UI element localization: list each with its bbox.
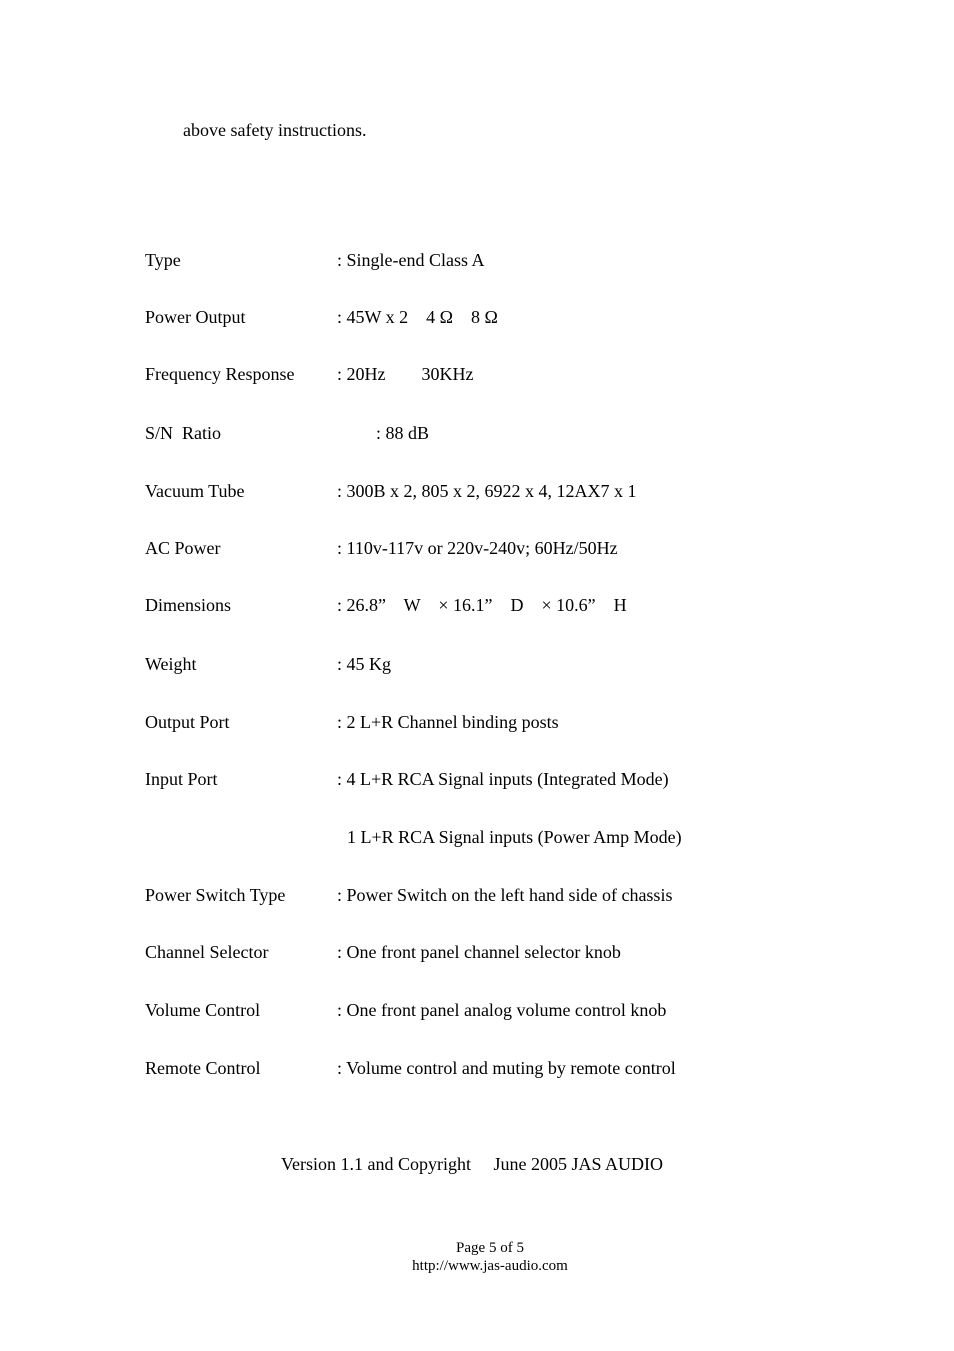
spec-value: : Volume control and muting by remote control [337,1058,676,1078]
spec-value: : 4 L+R RCA Signal inputs (Integrated Mode) [337,769,669,789]
spec-label: Remote Control [145,1058,261,1078]
spec-value: : 45W x 2 4 Ω 8 Ω [337,307,498,327]
spec-label: Input Port [145,769,218,789]
spec-value: : One front panel channel selector knob [337,942,621,962]
spec-label: Output Port [145,712,230,732]
spec-value: 1 L+R RCA Signal inputs (Power Amp Mode) [347,827,682,847]
spec-value: : Single-end Class A [337,250,485,270]
spec-label: Weight [145,654,197,674]
spec-value: : 88 dB [376,423,430,443]
spec-value: : Power Switch on the left hand side of chassis [337,885,673,905]
copyright-line: Version 1.1 and Copyright June 2005 JAS AUDIO [281,1154,663,1174]
spec-label: Frequency Response [145,364,295,384]
spec-label: Type [145,250,181,270]
spec-value: : 110v-117v or 220v-240v; 60Hz/50Hz [337,538,618,558]
spec-value: : 20Hz 30KHz [337,364,474,384]
page-number: Page 5 of 5 [456,1240,524,1256]
spec-label: Power Output [145,307,246,327]
spec-label: Volume Control [145,1000,261,1020]
spec-value: : 26.8” W × 16.1” D × 10.6” H [337,595,627,615]
spec-value: : 2 L+R Channel binding posts [337,712,559,732]
spec-label: AC Power [145,538,221,558]
spec-label: Dimensions [145,595,232,615]
spec-value: : 300B x 2, 805 x 2, 6922 x 4, 12AX7 x 1 [337,481,637,501]
spec-value: : One front panel analog volume control knob [337,1000,667,1020]
spec-label: Channel Selector [145,942,269,962]
spec-label: S/N Ratio [145,423,222,443]
spec-label: Vacuum Tube [145,481,245,501]
footer-url: http://www.jas-audio.com [412,1258,568,1274]
intro-text: above safety instructions. [183,120,367,140]
spec-label: Power Switch Type [145,885,286,905]
spec-value: : 45 Kg [337,654,391,674]
